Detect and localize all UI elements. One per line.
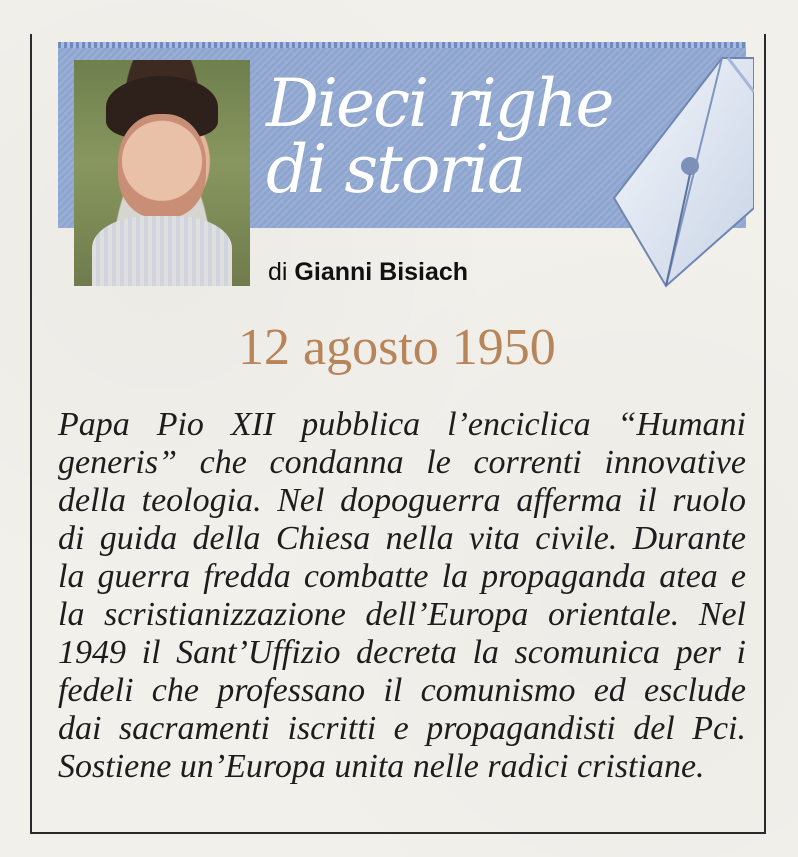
author-photo-face [118,114,206,218]
byline-prefix: di [268,258,288,286]
column-title-line1: Dieci righe [266,65,613,142]
article-line: di guida della Chiesa nella vita civile. Durante [58,520,746,557]
article-line: 1949 il Sant’Uffizio decreta la scomunica per i [58,634,746,671]
byline [268,258,468,287]
article-line: dai sacramenti iscritti e propagandisti del Pci. [58,710,746,747]
article-body [58,406,746,786]
article-date: 12 agosto 1950 [238,319,556,376]
column-title-line2: di storia [266,131,525,208]
article-line: generis” che condanna le correnti innovative [58,444,746,481]
author-photo-shirt [92,216,232,286]
article-line: fedeli che professano il comunismo ed esclude [58,672,746,709]
article-line: della teologia. Nel dopoguerra afferma il ruolo [58,482,746,519]
author-photo [74,60,250,286]
fountain-pen-nib-icon [604,48,754,288]
byline-author: Gianni Bisiach [294,258,469,286]
article-line: Papa Pio XII pubblica l’enciclica “Humani [58,406,746,443]
column-title [266,65,613,208]
article-line: Sostiene un’Europa unita nelle radici cristiane. [58,748,705,785]
article-line: la guerra fredda combatte la propaganda atea e [58,558,746,595]
article-line: la scristianizzazione dell’Europa orientale. Nel [58,596,746,633]
